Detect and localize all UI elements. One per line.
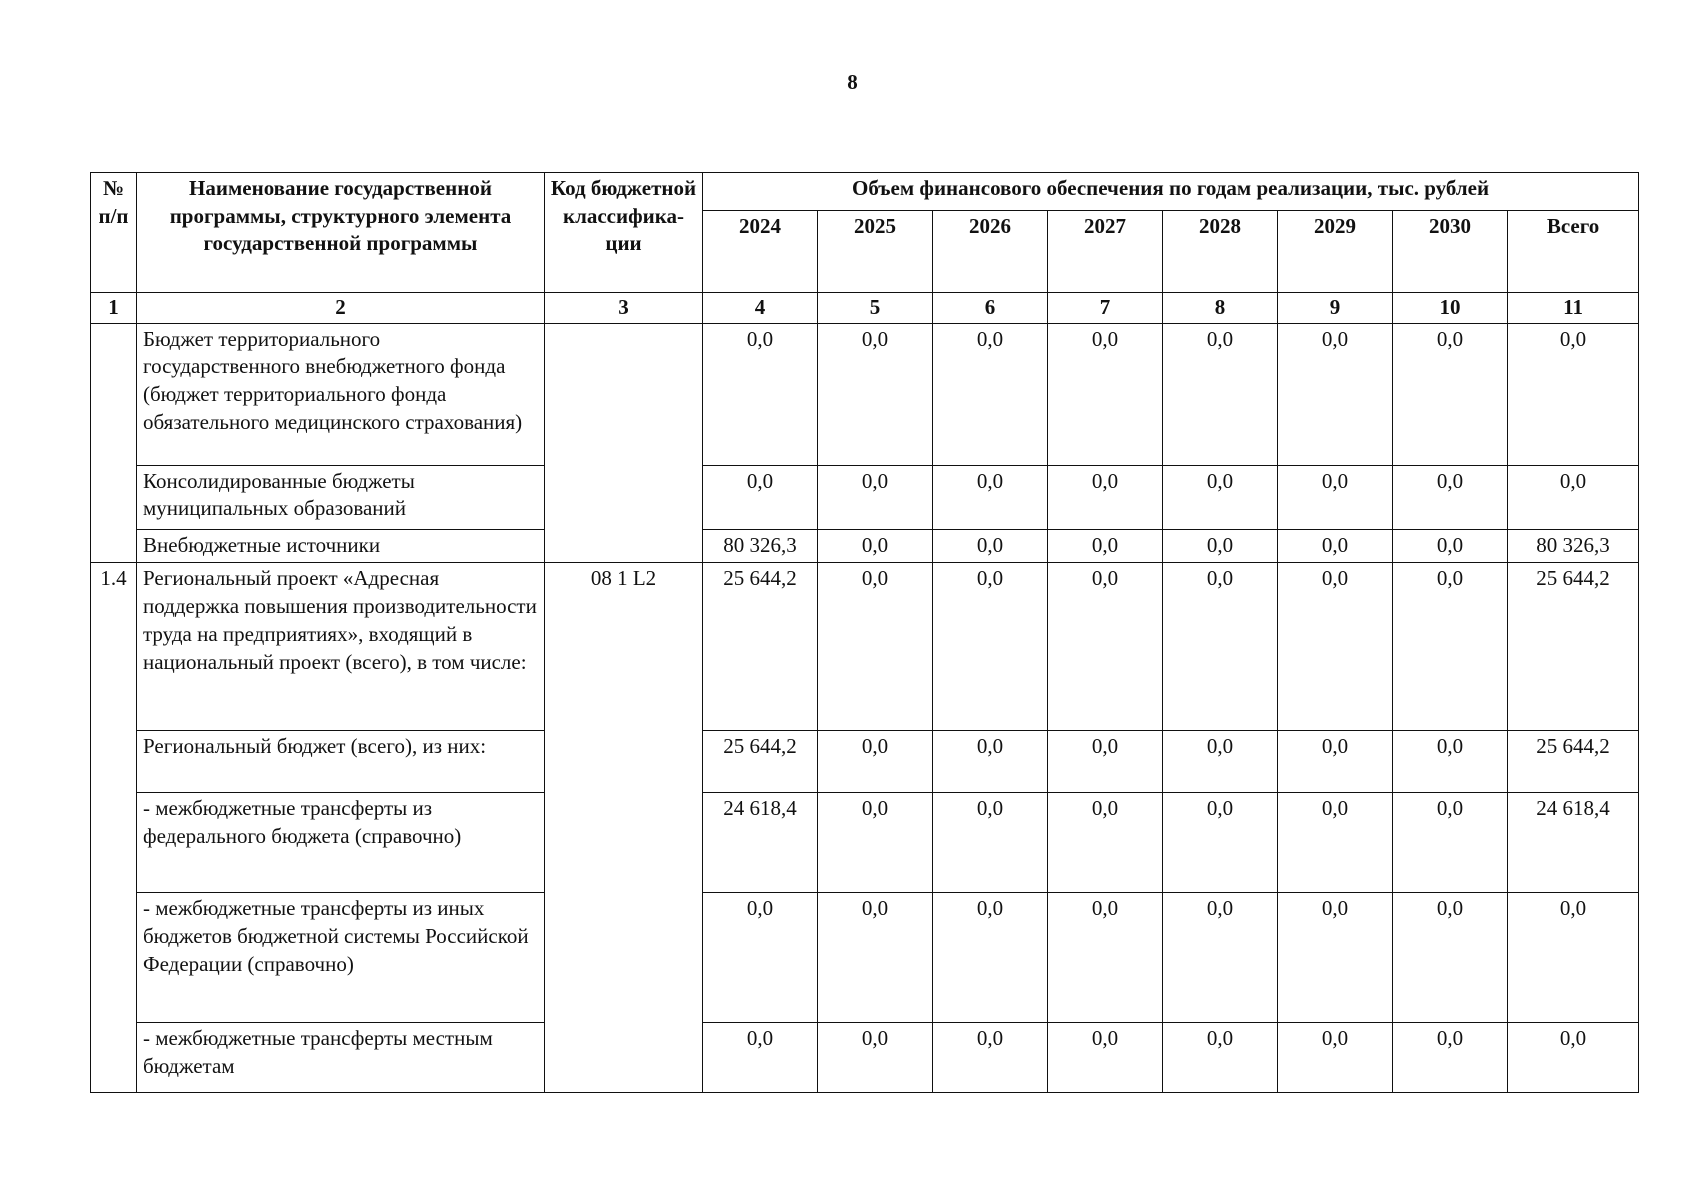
value-cell: 0,0 [1393, 529, 1508, 563]
value-cell: 0,0 [933, 793, 1048, 893]
row-code-cell [545, 323, 703, 563]
value-cell: 0,0 [1393, 793, 1508, 893]
value-cell: 0,0 [933, 529, 1048, 563]
table-row [91, 893, 1639, 1023]
value-cell: 0,0 [1163, 465, 1278, 529]
value-cell: 0,0 [1278, 529, 1393, 563]
value-cell: 0,0 [1278, 1023, 1393, 1093]
value-cell: 0,0 [1048, 793, 1163, 893]
value-cell: 0,0 [818, 563, 933, 731]
column-number: 9 [1278, 293, 1393, 324]
column-number: 11 [1508, 293, 1639, 324]
value-cell: 0,0 [818, 893, 933, 1023]
row-name-cell: Региональный бюджет (всего), из них: [137, 731, 545, 793]
row-name-cell: - межбюджетные трансферты из иных бюджетов бюджетной системы Российской Федерации (справочно) [137, 893, 545, 1023]
total-cell: 0,0 [1508, 323, 1639, 465]
value-cell: 0,0 [1163, 529, 1278, 563]
row-name-cell: - межбюджетные трансферты из федерального бюджета (справочно) [137, 793, 545, 893]
row-name-cell: Региональный проект «Адресная поддержка повышения производительности труда на предприятиях», входящий в национальный проект (всего), в том числе: [137, 563, 545, 731]
header-year-2024: 2024 [703, 211, 818, 293]
row-name-cell: Внебюджетные источники [137, 529, 545, 563]
header-year-2028: 2028 [1163, 211, 1278, 293]
column-number: 6 [933, 293, 1048, 324]
value-cell: 0,0 [1163, 323, 1278, 465]
value-cell: 0,0 [1393, 465, 1508, 529]
total-cell: 0,0 [1508, 893, 1639, 1023]
column-number: 3 [545, 293, 703, 324]
value-cell: 0,0 [1163, 731, 1278, 793]
header-year-2026: 2026 [933, 211, 1048, 293]
value-cell: 0,0 [1278, 323, 1393, 465]
value-cell: 0,0 [1163, 793, 1278, 893]
value-cell: 0,0 [1048, 731, 1163, 793]
value-cell: 0,0 [933, 731, 1048, 793]
column-number: 2 [137, 293, 545, 324]
total-cell: 24 618,4 [1508, 793, 1639, 893]
header-total: Всего [1508, 211, 1639, 293]
value-cell: 0,0 [1048, 1023, 1163, 1093]
value-cell: 0,0 [703, 1023, 818, 1093]
value-cell: 0,0 [1048, 529, 1163, 563]
value-cell: 0,0 [818, 323, 933, 465]
value-cell: 0,0 [933, 563, 1048, 731]
total-cell: 80 326,3 [1508, 529, 1639, 563]
table-row [91, 793, 1639, 893]
header-year-2030: 2030 [1393, 211, 1508, 293]
value-cell: 80 326,3 [703, 529, 818, 563]
value-cell: 0,0 [818, 465, 933, 529]
header-year-2027: 2027 [1048, 211, 1163, 293]
value-cell: 0,0 [1048, 563, 1163, 731]
value-cell: 0,0 [1393, 731, 1508, 793]
table-row [91, 465, 1639, 529]
total-cell: 25 644,2 [1508, 731, 1639, 793]
value-cell: 0,0 [1393, 1023, 1508, 1093]
value-cell: 0,0 [818, 731, 933, 793]
value-cell: 0,0 [1393, 323, 1508, 465]
value-cell: 0,0 [1163, 1023, 1278, 1093]
table-row [91, 731, 1639, 793]
row-name-cell: Консолидированные бюджеты муниципальных образований [137, 465, 545, 529]
header-row-top [91, 173, 1639, 211]
value-cell: 0,0 [703, 893, 818, 1023]
column-number: 4 [703, 293, 818, 324]
value-cell: 0,0 [818, 793, 933, 893]
header-year-2029: 2029 [1278, 211, 1393, 293]
value-cell: 0,0 [1393, 563, 1508, 731]
header-name: Наименование государственной программы, структурного элемента государственной программы [137, 173, 545, 293]
column-number-row [91, 293, 1639, 324]
table-row [91, 1023, 1639, 1093]
value-cell: 0,0 [933, 465, 1048, 529]
value-cell: 25 644,2 [703, 731, 818, 793]
value-cell: 0,0 [1278, 465, 1393, 529]
total-cell: 0,0 [1508, 465, 1639, 529]
header-no: № п/п [91, 173, 137, 293]
column-number: 1 [91, 293, 137, 324]
value-cell: 0,0 [1048, 893, 1163, 1023]
value-cell: 0,0 [818, 529, 933, 563]
value-cell: 0,0 [1278, 563, 1393, 731]
column-number: 5 [818, 293, 933, 324]
value-cell: 0,0 [933, 893, 1048, 1023]
column-number: 8 [1163, 293, 1278, 324]
value-cell: 0,0 [1393, 893, 1508, 1023]
header-code: Код бюджетной классифика-ции [545, 173, 703, 293]
total-cell: 25 644,2 [1508, 563, 1639, 731]
table-row [91, 529, 1639, 563]
value-cell: 0,0 [818, 1023, 933, 1093]
row-name-cell: - межбюджетные трансферты местным бюджетам [137, 1023, 545, 1093]
value-cell: 0,0 [1163, 563, 1278, 731]
value-cell: 0,0 [1048, 465, 1163, 529]
table-row [91, 563, 1639, 731]
page-number: 8 [847, 70, 858, 94]
value-cell: 0,0 [703, 323, 818, 465]
value-cell: 0,0 [703, 465, 818, 529]
value-cell: 0,0 [933, 1023, 1048, 1093]
header-volume: Объем финансового обеспечения по годам реализации, тыс. рублей [703, 173, 1639, 211]
total-cell: 0,0 [1508, 1023, 1639, 1093]
value-cell: 25 644,2 [703, 563, 818, 731]
row-name-cell: Бюджет территориального государственного внебюджетного фонда (бюджет территориального фонда обязательного медицинского страхования) [137, 323, 545, 465]
value-cell: 0,0 [1278, 893, 1393, 1023]
row-number-cell: 1.4 [91, 563, 137, 1093]
table-row [91, 323, 1639, 465]
financing-table [90, 172, 1639, 1093]
header-year-2025: 2025 [818, 211, 933, 293]
row-code-cell: 08 1 L2 [545, 563, 703, 1093]
value-cell: 24 618,4 [703, 793, 818, 893]
row-number-cell [91, 323, 137, 563]
value-cell: 0,0 [1278, 793, 1393, 893]
column-number: 10 [1393, 293, 1508, 324]
value-cell: 0,0 [1278, 731, 1393, 793]
value-cell: 0,0 [933, 323, 1048, 465]
value-cell: 0,0 [1048, 323, 1163, 465]
value-cell: 0,0 [1163, 893, 1278, 1023]
column-number: 7 [1048, 293, 1163, 324]
